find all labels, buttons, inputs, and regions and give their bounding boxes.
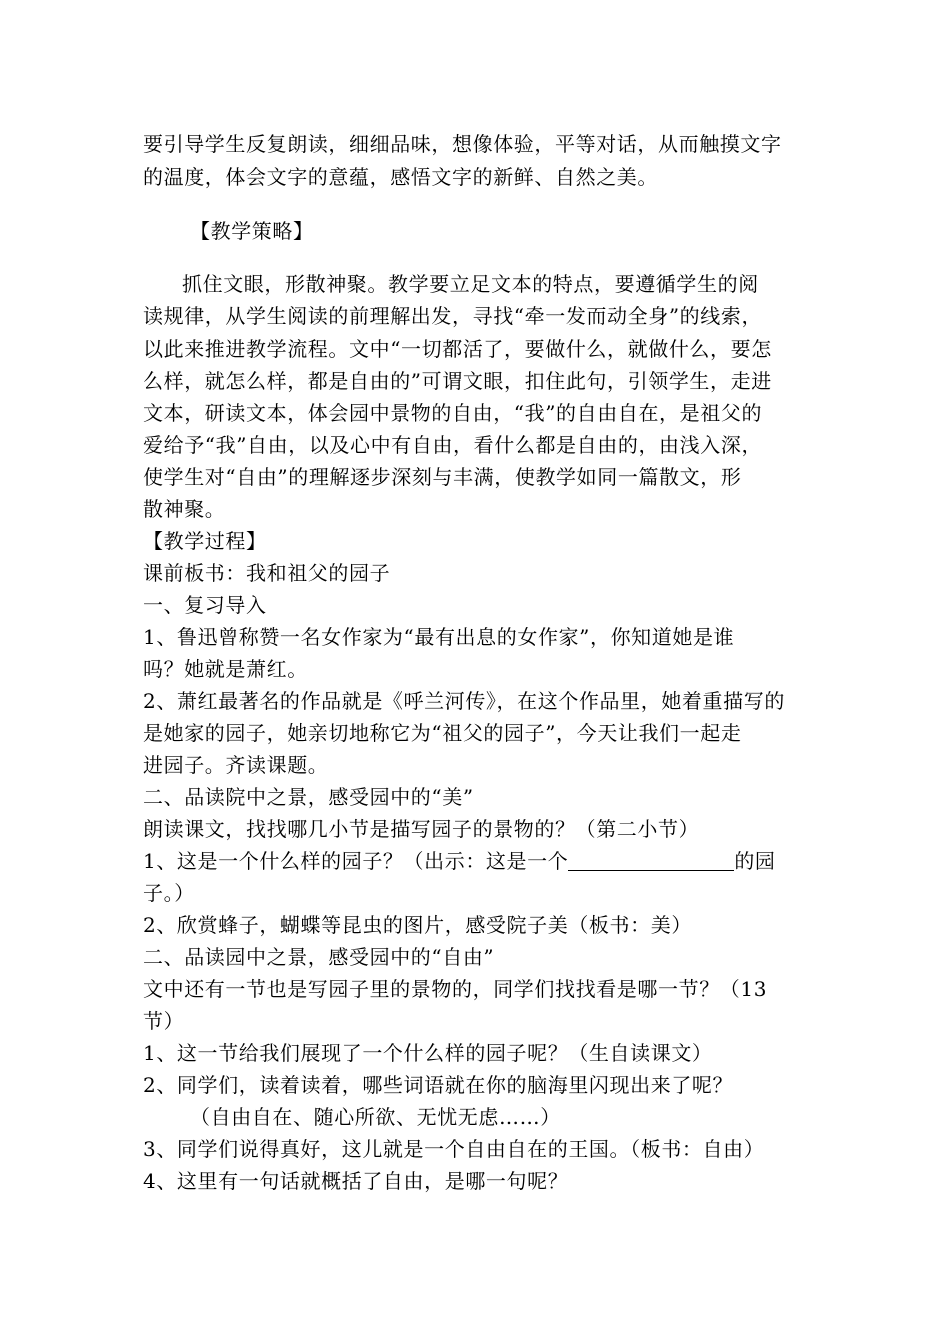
section3-line: 4、这里有一句话就概括了自由，是哪一句呢？ (143, 1169, 569, 1193)
section3-line: 3、同学们说得真好，这儿就是一个自由自在的王国。（板书：自由） (143, 1137, 765, 1161)
board-title: 课前板书：我和祖父的园子 (143, 561, 391, 585)
section3-line: 节） (143, 1009, 185, 1033)
fill-in-blank (568, 850, 734, 871)
strategy-heading: 【教学策略】 (190, 219, 314, 243)
section2-question-1 (143, 848, 776, 874)
strategy-line: 爱给予“我”自由，以及心中有自由，看什么都是自由的，由浅入深， (143, 433, 763, 457)
strategy-line: 使学生对“自由”的理解逐步深刻与丰满，使教学如同一篇散文，形 (143, 465, 742, 489)
strategy-line: 散神聚。 (143, 497, 226, 521)
section3-line: （自由自在、随心所欲、无忧无虑……） (190, 1105, 561, 1129)
section1-line: 是她家的园子，她亲切地称它为“祖父的园子”，今天让我们一起走 (143, 721, 742, 745)
section1-line: 1、鲁迅曾称赞一名女作家为“最有出息的女作家”，你知道她是谁 (143, 625, 735, 649)
section2-heading: 二、品读院中之景，感受园中的“美” (143, 785, 474, 809)
section1-heading: 一、复习导入 (143, 593, 267, 617)
strategy-line: 文本，研读文本，体会园中景物的自由，“我”的自由自在，是祖父的 (143, 401, 763, 425)
section3-line: 1、这一节给我们展现了一个什么样的园子呢？（生自读课文） (143, 1041, 713, 1065)
section2-question-1-cont: 子。） (143, 881, 195, 905)
section1-line: 吗？她就是萧红。 (143, 657, 308, 681)
section3-line: 2、同学们，读着读着，哪些词语就在你的脑海里闪现出来了呢？ (143, 1073, 734, 1097)
intro-line: 要引导学生反复朗读，细细品味，想像体验，平等对话，从而触摸文字 (143, 132, 782, 156)
section3-line: 文中还有一节也是写园子里的景物的，同学们找找看是哪一节？（13 (143, 977, 768, 1001)
section2-question-2: 2、欣赏蜂子，蝴蝶等昆虫的图片，感受院子美（板书：美） (143, 913, 692, 937)
question-text: 的园 (734, 849, 776, 873)
strategy-line: 以此来推进教学流程。文中“一切都活了，要做什么，就做什么，要怎 (143, 337, 772, 361)
question-text: 1、这是一个什么样的园子？（出示：这是一个 (143, 849, 569, 873)
process-heading: 【教学过程】 (143, 529, 267, 553)
intro-line: 的温度，体会文字的意蕴，感悟文字的新鲜、自然之美。 (143, 165, 658, 189)
strategy-line: 抓住文眼，形散神聚。教学要立足文本的特点，要遵循学生的阅 (182, 272, 759, 296)
section1-line: 进园子。齐读课题。 (143, 753, 329, 777)
section3-heading: 二、品读园中之景，感受园中的“自由” (143, 945, 495, 969)
section1-line: 2、萧红最著名的作品就是《呼兰河传》，在这个作品里，她着重描写的 (143, 689, 785, 713)
strategy-line: 么样，就怎么样，都是自由的”可谓文眼，扣住此句，引领学生，走进 (143, 369, 772, 393)
strategy-line: 读规律，从学生阅读的前理解出发，寻找“牵一发而动全身”的线索， (143, 304, 763, 328)
section2-line: 朗读课文，找找哪几小节是描写园子的景物的？（第二小节） (143, 817, 700, 841)
